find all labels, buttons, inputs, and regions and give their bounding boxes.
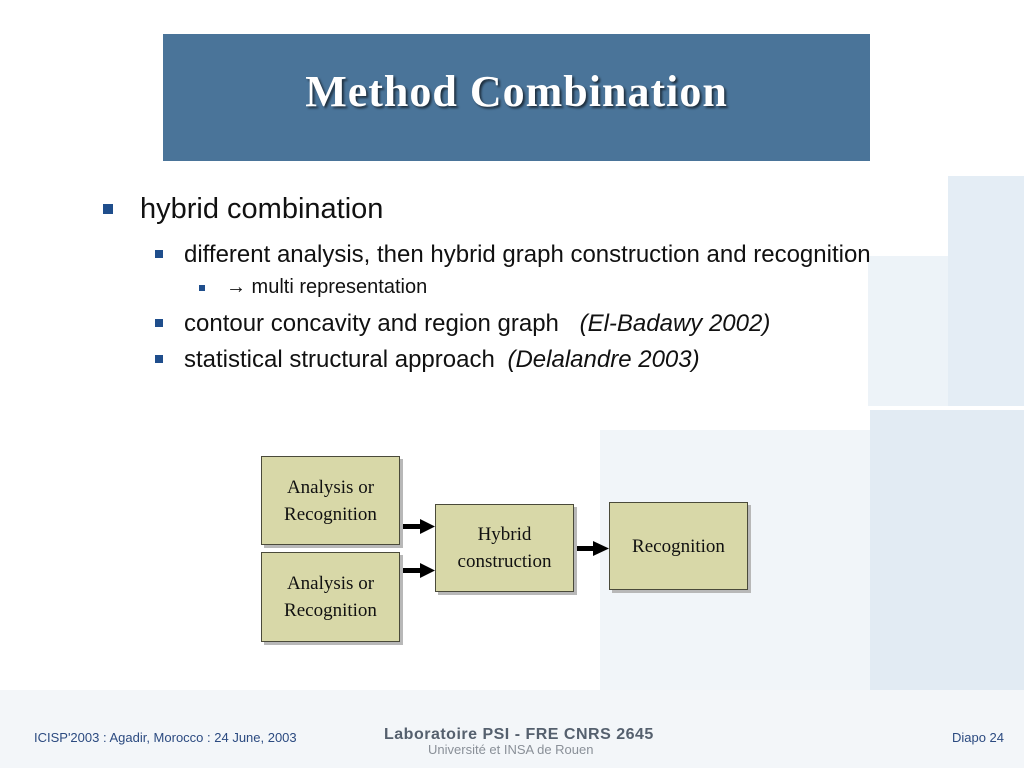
arrow-icon [399, 563, 435, 578]
lab-logo [384, 726, 654, 757]
bullet-text: → multi representation [226, 276, 428, 298]
arrow-icon [573, 541, 609, 556]
hybrid-construction-box: Hybrid construction [435, 504, 574, 592]
slide-number: Diapo 24 [951, 730, 1004, 745]
bullet-text: statistical structural approach [184, 346, 495, 373]
footer-conference: ICISP'2003 : Agadir, Morocco : 24 June, 2003 [34, 730, 297, 745]
bullet-citation: (Delalandre 2003) [507, 346, 700, 373]
analysis-box-bottom: Analysis or Recognition [261, 552, 400, 642]
bullet-text: contour concavity and region graph [184, 310, 559, 337]
lab-university: Université et INSA de Rouen [428, 742, 594, 757]
analysis-box-top: Analysis or Recognition [261, 456, 400, 545]
bullet-text: different analysis, then hybrid graph construction and recognition [184, 241, 871, 268]
recognition-box: Recognition [609, 502, 748, 590]
bullet-citation: (El-Badawy 2002) [579, 310, 771, 337]
bullet-text: hybrid combination [140, 193, 384, 225]
lab-name: Laboratoire PSI - FRE CNRS 2645 [384, 726, 654, 743]
arrow-icon [399, 519, 435, 534]
slide-title: Method Combination [305, 67, 728, 116]
